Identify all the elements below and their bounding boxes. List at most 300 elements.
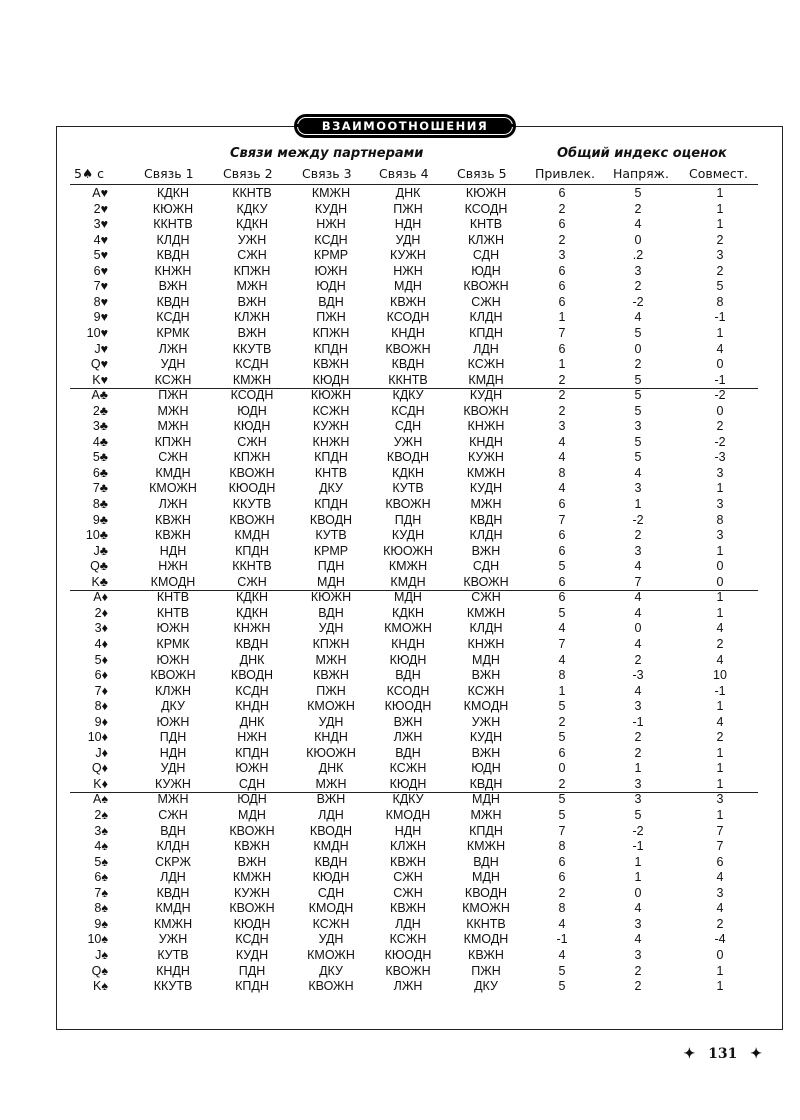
link2-cell: КВОЖН <box>229 465 275 480</box>
link4-cell: УЖН <box>393 434 423 449</box>
link3-column-header: Связь 3 <box>302 166 352 181</box>
link1-cell: КМЖН <box>153 916 193 931</box>
link2-cell: КДКН <box>235 605 269 620</box>
ornament-icon: ✦ <box>750 1046 762 1062</box>
link4-cell: ЛДН <box>395 916 421 931</box>
compatibility-cell: 3 <box>716 465 724 480</box>
link2-cell: ВЖН <box>237 294 267 309</box>
attraction-cell: 0 <box>558 761 566 776</box>
compatibility-cell: 1 <box>716 186 724 200</box>
card-cell: 6♥ <box>93 263 108 278</box>
link1-cell: УДН <box>160 761 186 776</box>
link4-cell: ВДН <box>395 745 421 760</box>
compatibility-cell: 8 <box>716 294 724 309</box>
table-row <box>0 186 800 202</box>
table-row <box>0 777 800 793</box>
link5-cell: КУЖН <box>468 450 504 465</box>
link4-cell: СДН <box>394 419 422 434</box>
card-cell: Q♣ <box>90 559 108 574</box>
attraction-cell: 2 <box>558 885 566 900</box>
card-cell: 5♣ <box>92 450 108 465</box>
tension-cell: 2 <box>634 201 642 216</box>
attraction-cell: 4 <box>558 481 566 496</box>
link4-cell: КСЖН <box>389 932 427 947</box>
card-cell: 3♥ <box>93 217 108 232</box>
link3-cell: ДНК <box>318 761 344 776</box>
link3-cell: ВЖН <box>316 792 346 807</box>
tension-cell: 5 <box>634 325 642 340</box>
link5-cell: ВЖН <box>471 668 501 683</box>
tension-cell: 3 <box>634 776 642 791</box>
card-cell: 10♠ <box>87 932 108 947</box>
link1-cell: КНТВ <box>156 605 190 620</box>
tension-cell: 7 <box>634 574 642 589</box>
table-row <box>0 388 800 404</box>
tension-cell: 5 <box>634 434 642 449</box>
card-cell: J♥ <box>94 341 108 356</box>
attraction-cell: 7 <box>558 512 566 527</box>
table-row <box>0 544 800 560</box>
compatibility-cell: 4 <box>716 714 724 729</box>
attraction-cell: 4 <box>558 621 566 636</box>
link3-cell: ПЖН <box>316 683 346 698</box>
link1-cell: УЖН <box>158 932 188 947</box>
attraction-cell: 6 <box>558 528 566 543</box>
card-cell: 5♦ <box>94 652 108 667</box>
link1-cell: ЛЖН <box>158 497 188 511</box>
link2-cell: КПЖН <box>233 263 271 278</box>
link1-cell: МЖН <box>157 403 189 418</box>
link5-cell: КЛДН <box>469 310 503 325</box>
link3-cell: МЖН <box>315 652 347 667</box>
table-row <box>0 917 800 933</box>
link2-cell: СЖН <box>237 248 267 263</box>
link1-cell: ККУТВ <box>153 979 193 994</box>
table-row <box>0 279 800 295</box>
card-cell: 2♠ <box>94 808 108 822</box>
card-cell: 7♣ <box>92 481 108 496</box>
link2-cell: ВЖН <box>237 325 267 340</box>
attraction-cell: 1 <box>558 310 566 325</box>
attraction-cell: 5 <box>558 963 566 978</box>
tension-cell: -2 <box>632 512 644 527</box>
table-row <box>0 606 800 622</box>
link4-cell: КВДН <box>391 357 425 372</box>
link5-cell: КНТВ <box>469 217 503 232</box>
card-cell: 6♦ <box>94 668 108 683</box>
table-row <box>0 808 800 824</box>
tension-cell: 2 <box>634 979 642 994</box>
table-row <box>0 559 800 575</box>
link4-cell: КСДН <box>391 403 425 418</box>
link1-cell: КНЖН <box>154 263 192 278</box>
link2-cell: КВОЖН <box>229 901 275 916</box>
card-column-header: 5♠ с <box>74 166 105 181</box>
link4-cell: КСОДН <box>386 683 430 698</box>
tension-cell: 2 <box>634 528 642 543</box>
card-cell: Q♥ <box>90 357 108 372</box>
attraction-cell: 8 <box>558 668 566 683</box>
link1-cell: НДН <box>159 745 187 760</box>
card-cell: 7♥ <box>93 279 108 294</box>
link2-cell: ККНТВ <box>232 559 272 574</box>
link5-cell: КМЖН <box>466 605 506 620</box>
link4-cell: КНДН <box>391 636 425 651</box>
link1-cell: СЖН <box>158 808 188 822</box>
tension-cell: 2 <box>634 745 642 760</box>
link1-cell: СЖН <box>158 450 188 465</box>
table-row <box>0 824 800 840</box>
link4-cell: КЮОДН <box>384 947 432 962</box>
link4-cell: МДН <box>394 279 422 294</box>
compatibility-cell: -1 <box>714 372 726 387</box>
page-number: 131 <box>708 1046 738 1062</box>
card-cell: Q♦ <box>91 761 108 776</box>
tension-cell: 4 <box>634 605 642 620</box>
card-cell: 6♠ <box>94 870 108 885</box>
link5-cell: КМЖН <box>466 839 506 854</box>
link2-cell: КСДН <box>235 357 269 372</box>
link4-cell: ВДН <box>395 668 421 683</box>
section-banner <box>296 115 514 137</box>
link1-cell: КВЖН <box>155 512 191 527</box>
link1-cell: МЖН <box>157 419 189 434</box>
link3-cell: КСДН <box>314 232 348 247</box>
compatibility-cell: 1 <box>716 776 724 791</box>
link3-cell: КСЖН <box>312 403 350 418</box>
table-row <box>0 233 800 249</box>
link1-cell: ЮЖН <box>156 714 190 729</box>
link1-cell: КМОЖН <box>149 481 197 496</box>
link4-cell: КСОДН <box>386 310 430 325</box>
compatibility-cell: -4 <box>714 932 726 947</box>
link1-cell: КМДН <box>155 901 191 916</box>
tension-cell: 3 <box>634 543 642 558</box>
card-cell: A♦ <box>93 590 108 605</box>
link1-cell: КДКН <box>156 186 190 200</box>
attraction-cell: 8 <box>558 839 566 854</box>
link5-cell: КМЖН <box>466 465 506 480</box>
link1-cell: НЖН <box>158 559 188 574</box>
link2-cell: КНЖН <box>233 621 271 636</box>
compatibility-cell: 1 <box>716 201 724 216</box>
tension-cell: 5 <box>634 388 642 403</box>
link3-cell: КВОЖН <box>308 979 354 994</box>
link2-cell: ВЖН <box>237 854 267 869</box>
attraction-cell: 6 <box>558 745 566 760</box>
link4-cell: КВЖН <box>390 854 426 869</box>
compatibility-cell: 1 <box>716 699 724 714</box>
compatibility-cell: -1 <box>714 310 726 325</box>
link3-cell: КВДН <box>314 854 348 869</box>
card-cell: 8♣ <box>92 497 108 511</box>
link1-cell: НДН <box>159 543 187 558</box>
link4-cell: ВЖН <box>393 714 423 729</box>
link1-cell: ВЖН <box>158 279 188 294</box>
attraction-cell: 6 <box>558 854 566 869</box>
link2-cell: КНДН <box>235 699 269 714</box>
compatibility-cell: 2 <box>716 730 724 745</box>
compatibility-cell: 2 <box>716 916 724 931</box>
compatibility-cell: 8 <box>716 512 724 527</box>
link1-cell: КВДН <box>156 294 190 309</box>
link2-cell: КСДН <box>235 932 269 947</box>
link2-cell: КДКУ <box>236 201 268 216</box>
attraction-cell: 5 <box>558 792 566 807</box>
link2-cell: СЖН <box>237 434 267 449</box>
link4-cell: КУДН <box>391 528 425 543</box>
links-group-header: Связи между партнерами <box>230 146 424 161</box>
attraction-cell: 6 <box>558 341 566 356</box>
tension-cell: 2 <box>634 963 642 978</box>
card-cell: K♦ <box>93 776 108 791</box>
compatibility-cell: 5 <box>716 279 724 294</box>
link5-cell: КПДН <box>469 325 503 340</box>
table-row <box>0 466 800 482</box>
card-cell: 10♣ <box>85 528 108 543</box>
table-row <box>0 295 800 311</box>
link3-cell: ВДН <box>318 605 344 620</box>
compatibility-cell: 0 <box>716 574 724 589</box>
link4-cell: КМОЖН <box>384 621 432 636</box>
compatibility-cell: 0 <box>716 403 724 418</box>
link5-cell: ККНТВ <box>466 916 506 931</box>
link4-cell: КНДН <box>391 325 425 340</box>
attraction-cell: 2 <box>558 201 566 216</box>
table-row <box>0 326 800 342</box>
link5-cell: КЛЖН <box>467 232 505 247</box>
table-row <box>0 839 800 855</box>
table-row <box>0 855 800 871</box>
link2-cell: КЛЖН <box>233 310 271 325</box>
table-row <box>0 419 800 435</box>
link2-cell: КДКН <box>235 217 269 232</box>
link3-cell: ЮЖН <box>314 263 348 278</box>
tension-cell: 3 <box>634 792 642 807</box>
link1-cell: ДКУ <box>161 699 185 714</box>
compatibility-cell: 1 <box>716 963 724 978</box>
attraction-cell: 7 <box>558 636 566 651</box>
tension-cell: 2 <box>634 730 642 745</box>
compatibility-cell: -3 <box>714 450 726 465</box>
link5-cell: КМОДН <box>463 932 509 947</box>
table-row <box>0 870 800 886</box>
table-row <box>0 792 800 808</box>
link3-cell: КУТВ <box>315 528 347 543</box>
link5-cell: ВЖН <box>471 745 501 760</box>
table-row <box>0 901 800 917</box>
table-row <box>0 932 800 948</box>
link1-cell: КСЖН <box>154 372 192 387</box>
attraction-cell: 6 <box>558 186 566 200</box>
link2-cell: КВЖН <box>234 839 270 854</box>
link3-cell: ЮДН <box>316 279 346 294</box>
tension-cell: 3 <box>634 481 642 496</box>
compatibility-cell: 1 <box>716 605 724 620</box>
attraction-cell: 5 <box>558 979 566 994</box>
card-cell: 10♦ <box>87 730 108 745</box>
link4-cell: КУЖН <box>390 248 426 263</box>
link5-cell: МЖН <box>470 497 502 511</box>
attraction-cell: 8 <box>558 901 566 916</box>
link1-cell: КЛДН <box>156 232 190 247</box>
tension-cell: 2 <box>634 357 642 372</box>
page-footer <box>684 1046 762 1062</box>
compatibility-cell: 7 <box>716 823 724 838</box>
table-row <box>0 248 800 264</box>
card-cell: 3♦ <box>94 621 108 636</box>
link5-cell: КМОЖН <box>462 901 510 916</box>
link1-cell: ККНТВ <box>153 217 193 232</box>
card-cell: 3♠ <box>94 823 108 838</box>
link5-cell: КЮЖН <box>465 186 507 200</box>
compatibility-cell: 4 <box>716 652 724 667</box>
table-row <box>0 684 800 700</box>
link4-cell: НДН <box>394 217 422 232</box>
link5-cell: КВОЖН <box>463 574 509 589</box>
table-row <box>0 528 800 544</box>
link4-cell: КЮОДН <box>384 699 432 714</box>
link1-cell: КУТВ <box>157 947 189 962</box>
link2-cell: УЖН <box>237 232 267 247</box>
link4-cell: КЮОЖН <box>383 543 433 558</box>
tension-cell: 5 <box>634 403 642 418</box>
card-cell: 5♥ <box>93 248 108 263</box>
attraction-cell: 6 <box>558 263 566 278</box>
link5-cell: ЮДН <box>471 761 501 776</box>
link3-cell: КЮДН <box>312 870 350 885</box>
card-cell: K♣ <box>91 574 108 589</box>
link1-cell: КВОЖН <box>150 668 196 683</box>
link3-cell: ВДН <box>318 294 344 309</box>
compatibility-cell: 3 <box>716 248 724 263</box>
table-row <box>0 621 800 637</box>
link2-cell: КПДН <box>235 543 269 558</box>
table-row <box>0 886 800 902</box>
compatibility-cell: 2 <box>716 636 724 651</box>
link1-cell: ЛЖН <box>158 341 188 356</box>
link5-cell: КМОДН <box>463 699 509 714</box>
link1-cell: ЛДН <box>160 870 186 885</box>
tension-cell: 5 <box>634 450 642 465</box>
compatibility-cell: 1 <box>716 481 724 496</box>
link2-cell: КПЖН <box>233 450 271 465</box>
link5-cell: КУДН <box>469 388 503 403</box>
attraction-cell: 6 <box>558 217 566 232</box>
table-row <box>0 699 800 715</box>
tension-cell: 4 <box>634 310 642 325</box>
attraction-column-header: Привлек. <box>535 166 596 181</box>
link3-cell: КЮОЖН <box>306 745 356 760</box>
tension-cell: -1 <box>632 839 644 854</box>
link4-cell: КЮДН <box>389 776 427 791</box>
link5-cell: ВЖН <box>471 543 501 558</box>
card-cell: 2♣ <box>92 403 108 418</box>
card-cell: 8♥ <box>93 294 108 309</box>
card-cell: J♠ <box>95 947 108 962</box>
tension-cell: 0 <box>634 341 642 356</box>
link5-cell: КВДН <box>469 512 503 527</box>
link3-cell: КМЖН <box>311 186 351 200</box>
card-cell: A♥ <box>92 186 108 200</box>
table-row <box>0 964 800 980</box>
link4-cell: КДКУ <box>392 388 424 403</box>
link2-cell: НЖН <box>237 730 267 745</box>
compatibility-cell: 4 <box>716 341 724 356</box>
tension-cell: 2 <box>634 652 642 667</box>
tension-cell: 3 <box>634 699 642 714</box>
card-cell: J♣ <box>93 543 108 558</box>
tension-cell: -3 <box>632 668 644 683</box>
link1-cell: ПЖН <box>158 388 188 403</box>
card-cell: 10♥ <box>86 325 108 340</box>
card-cell: 9♣ <box>92 512 108 527</box>
link4-cell: ЛЖН <box>393 730 423 745</box>
link5-cell: КВОЖН <box>463 403 509 418</box>
link5-cell: КНЖН <box>467 636 505 651</box>
attraction-cell: 4 <box>558 947 566 962</box>
link1-cell: КМОДН <box>150 574 196 589</box>
link2-cell: МЖН <box>236 279 268 294</box>
link1-cell: КРМК <box>156 636 190 651</box>
link1-cell: КРМК <box>156 325 190 340</box>
link3-cell: ЛДН <box>318 808 344 822</box>
compatibility-cell: 7 <box>716 839 724 854</box>
compatibility-cell: 3 <box>716 792 724 807</box>
link5-cell: КУДН <box>469 481 503 496</box>
link4-cell: КУТВ <box>392 481 424 496</box>
link2-cell: КВОДН <box>230 668 274 683</box>
link2-cell: КУЖН <box>234 885 270 900</box>
tension-cell: 4 <box>634 901 642 916</box>
attraction-cell: 3 <box>558 419 566 434</box>
link3-cell: ПЖН <box>316 310 346 325</box>
link3-cell: УДН <box>318 714 344 729</box>
card-cell: J♦ <box>95 745 108 760</box>
link4-cell: ККНТВ <box>388 372 428 387</box>
link2-cell: КЮОДН <box>228 481 276 496</box>
link1-cell: КЛЖН <box>154 683 192 698</box>
link1-cell: КВДН <box>156 885 190 900</box>
link5-cell: КВЖН <box>468 947 504 962</box>
link3-cell: КМДН <box>313 839 349 854</box>
table-row <box>0 761 800 777</box>
link4-cell: НЖН <box>393 263 423 278</box>
link5-cell: ПЖН <box>471 963 501 978</box>
tension-cell: 3 <box>634 419 642 434</box>
link3-cell: КПДН <box>314 341 348 356</box>
compatibility-cell: 10 <box>713 668 727 683</box>
card-cell: Q♠ <box>91 963 108 978</box>
tension-cell: 4 <box>634 932 642 947</box>
attraction-cell: 8 <box>558 465 566 480</box>
table-row <box>0 217 800 233</box>
attraction-cell: 6 <box>558 590 566 605</box>
card-cell: 7♦ <box>94 683 108 698</box>
tension-cell: 4 <box>634 559 642 574</box>
link2-cell: ДНК <box>239 714 265 729</box>
link4-cell: КМОДН <box>385 808 431 822</box>
link5-cell: МДН <box>472 870 500 885</box>
compatibility-cell: -2 <box>714 388 726 403</box>
tension-cell: -1 <box>632 714 644 729</box>
card-cell: 4♣ <box>92 434 108 449</box>
link3-cell: УДН <box>318 621 344 636</box>
link3-cell: КЮЖН <box>310 388 352 403</box>
table-row <box>0 373 800 389</box>
tension-cell: 5 <box>634 372 642 387</box>
tension-cell: 0 <box>634 885 642 900</box>
